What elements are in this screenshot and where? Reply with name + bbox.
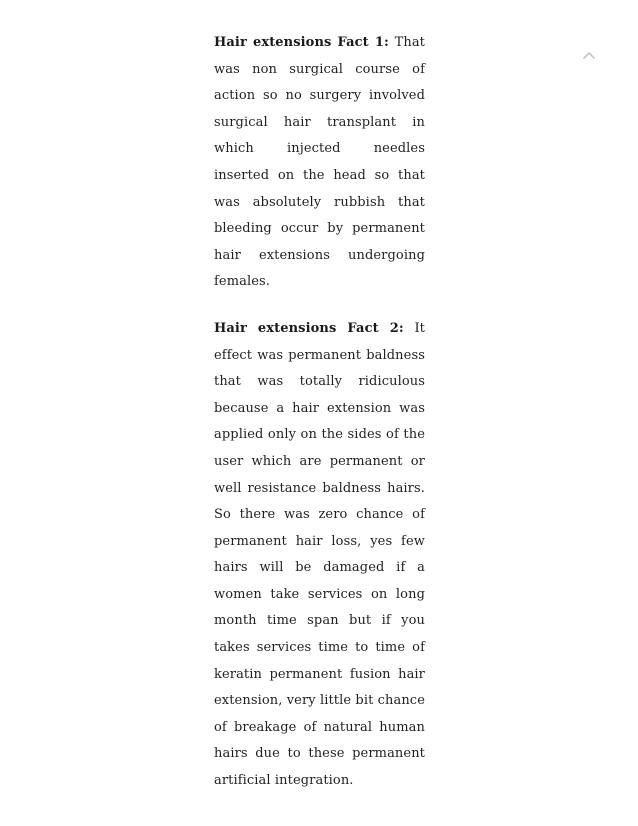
chevron-up-icon[interactable] [581, 47, 597, 63]
fact-1-paragraph [214, 30, 425, 296]
fact-2-text: It effect was permanent baldness that was totally ridiculous because a hair extension was applied only on the sides of the user which are permanent or well resistance baldness hairs. So there was zero chance of permanent hair loss, yes few hairs will be damaged if a women take services on long month time span but if you takes services time to time of keratin permanent fusion hair extension, very little bit chance of breakage of natural human hairs due to these permanent artificial integration. [214, 320, 425, 789]
fact-1-heading: Hair extensions Fact 1: [214, 35, 389, 50]
document-page [214, 30, 425, 815]
fact-2-paragraph [214, 316, 425, 795]
fact-1-text: That was non surgical course of action so no surgery involved surgical hair transplant in which injected needles inserted on the head so that was absolutely rubbish that bleeding occur by permanent hair extensions undergoing females. [214, 35, 425, 290]
fact-2-heading: Hair extensions Fact 2: [214, 320, 404, 336]
